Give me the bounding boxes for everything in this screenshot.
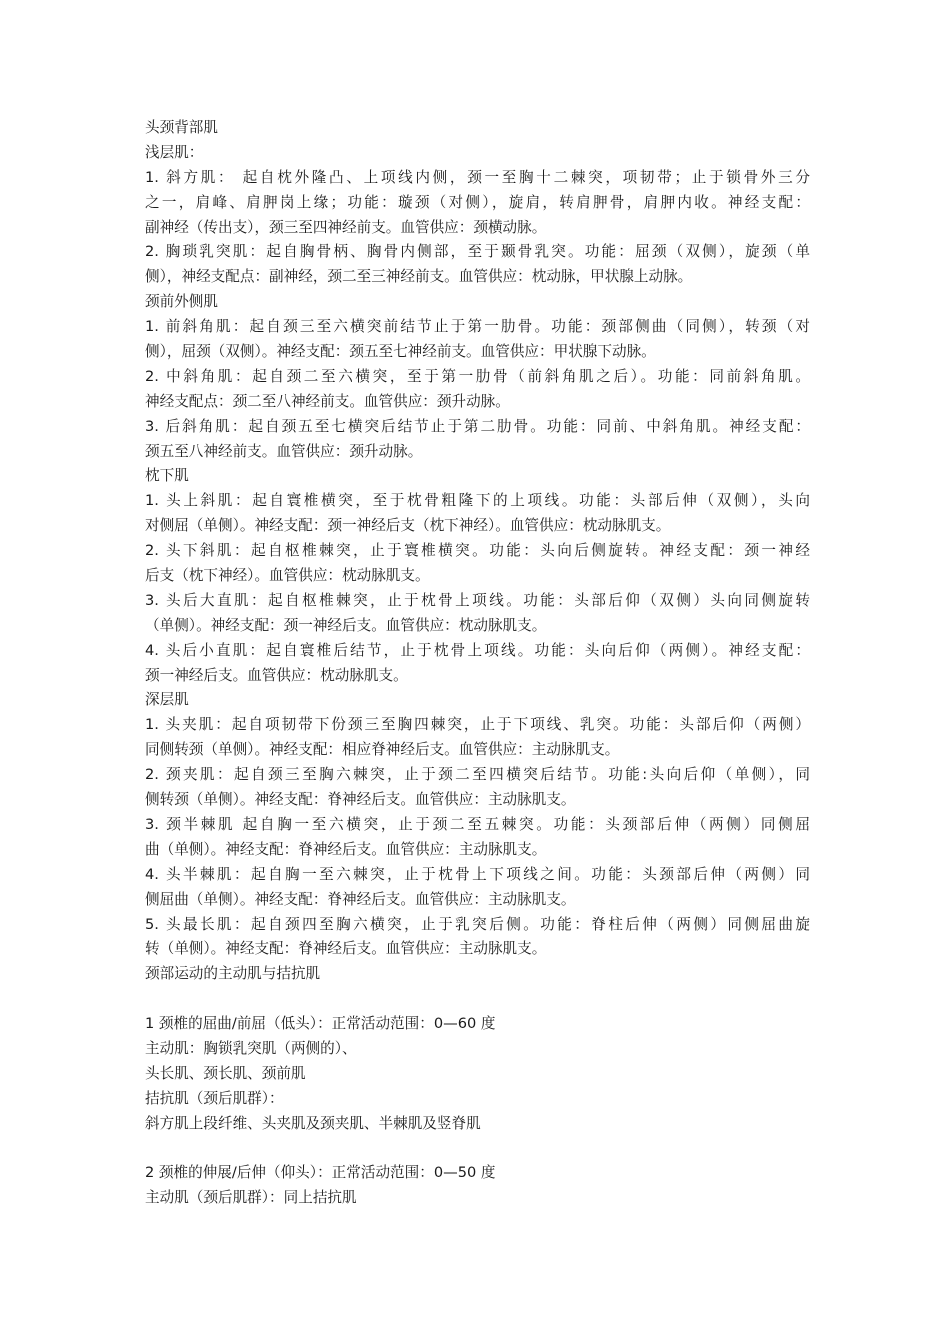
text-line: 后支（枕下神经）。血管供应：枕动脉肌支。 xyxy=(145,567,430,585)
text-line: 3. 后斜角肌：起自颈五至七横突后结节止于第二肋骨。功能：同前、中斜角肌。神经支配： xyxy=(145,417,810,435)
text-line: 枕下肌 xyxy=(145,467,189,485)
text-line: 2. 胸琐乳突肌：起自胸骨柄、胸骨内侧部，至于颞骨乳突。功能：屈颈（双侧），旋颈（单 xyxy=(145,243,810,261)
text-line: 主动肌：胸锁乳突肌（两侧的）、 xyxy=(145,1039,357,1057)
text-line: 同侧转颈（单侧）。神经支配：相应脊神经后支。血管供应：主动脉肌支。 xyxy=(145,741,620,759)
text-line: 侧），神经支配点：副神经，颈二至三神经前支。血管供应：枕动脉，甲状腺上动脉。 xyxy=(145,268,693,286)
text-line: 浅层肌： xyxy=(145,143,204,161)
text-line: 4. 头半棘肌：起自胸一至六棘突，止于枕骨上下项线之间。功能：头颈部后伸（两侧）同 xyxy=(145,865,810,883)
text-line: 头长肌、颈长肌、颈前肌 xyxy=(145,1064,306,1082)
blank-line xyxy=(145,1137,810,1162)
text-line: 头颈背部肌 xyxy=(145,119,218,136)
text-line: 颈一神经后支。血管供应：枕动脉肌支。 xyxy=(145,666,408,684)
text-line: 颈部运动的主动肌与拮抗肌 xyxy=(145,965,321,983)
text-line: 对侧屈（单侧）。神经支配：颈一神经后支（枕下神经）。血管供应：枕动脉肌支。 xyxy=(145,517,671,535)
text-line: 侧屈曲（单侧）。神经支配：脊神经后支。血管供应：主动脉肌支。 xyxy=(145,890,576,908)
text-line: 颈五至八神经前支。血管供应：颈升动脉。 xyxy=(145,442,423,460)
text-line: 侧），屈颈（双侧）。神经支配：颈五至七神经前支。血管供应：甲状腺下动脉。 xyxy=(145,343,656,361)
text-line: 转（单侧）。神经支配：脊神经后支。血管供应：主动脉肌支。 xyxy=(145,940,547,958)
text-line: 2. 颈夹肌：起自颈三至胸六棘突，止于颈二至四横突后结节。功能:头向后仰（单侧），同 xyxy=(145,766,810,784)
text-line: 4. 头后小直肌：起自寰椎后结节，止于枕骨上项线。功能：头向后仰（两侧）。神经支配： xyxy=(145,641,810,659)
text-line: 5. 头最长肌：起自颈四至胸六横突，止于乳突后侧。功能：脊柱后伸（两侧）同侧屈曲旋 xyxy=(145,915,810,933)
text-line: 神经支配点：颈二至八神经前支。血管供应：颈升动脉。 xyxy=(145,392,510,410)
text-line: 1. 斜方肌： 起自枕外隆凸、上项线内侧，颈一至胸十二棘突，项韧带；止于锁骨外三分 xyxy=(145,168,810,186)
document-body xyxy=(145,116,810,1211)
text-line: 2. 头下斜肌：起自枢椎棘突，止于寰椎横突。功能：头向后侧旋转。神经支配：颈一神经 xyxy=(145,542,810,560)
text-line: 2. 中斜角肌：起自颈二至六横突，至于第一肋骨（前斜角肌之后）。功能：同前斜角肌。 xyxy=(145,367,810,385)
text-line: 3. 头后大直肌：起自枢椎棘突，止于枕骨上项线。功能：头部后仰（双侧）头向同侧旋转 xyxy=(145,591,810,609)
text-line: 副神经（传出支），颈三至四神经前支。血管供应：颈横动脉。 xyxy=(145,218,547,236)
text-line: 3. 颈半棘肌 起自胸一至六横突，止于颈二至五棘突。功能：头颈部后伸（两侧）同侧屈 xyxy=(145,815,810,833)
text-line: 深层肌 xyxy=(145,691,189,709)
text-line: 2 颈椎的伸展/后伸（仰头）：正常活动范围：0—50 度 xyxy=(145,1164,496,1182)
blank-line xyxy=(145,987,810,1012)
text-line: 拮抗肌（颈后肌群）： xyxy=(145,1089,284,1107)
text-line: 主动肌（颈后肌群）：同上拮抗肌 xyxy=(145,1189,357,1207)
text-line: （单侧）。神经支配：颈一神经后支。血管供应：枕动脉肌支。 xyxy=(145,616,547,634)
text-line: 之一，肩峰、肩胛岗上缘；功能：璇颈（对侧），旋肩，转肩胛骨，肩胛内收。神经支配： xyxy=(145,193,810,211)
text-line: 1. 前斜角肌：起自颈三至六横突前结节止于第一肋骨。功能：颈部侧曲（同侧），转颈（对 xyxy=(145,318,810,336)
text-line: 斜方肌上段纤维、头夹肌及颈夹肌、半棘肌及竖脊肌 xyxy=(145,1114,481,1132)
text-line: 1. 头上斜肌：起自寰椎横突，至于枕骨粗隆下的上项线。功能：头部后伸（双侧），头向 xyxy=(145,492,810,510)
text-line: 颈前外侧肌 xyxy=(145,293,218,311)
text-line: 1 颈椎的屈曲/前屈（低头）：正常活动范围：0—60 度 xyxy=(145,1015,496,1033)
text-line: 侧转颈（单侧）。神经支配：脊神经后支。血管供应：主动脉肌支。 xyxy=(145,791,576,809)
text-line: 曲（单侧）。神经支配：脊神经后支。血管供应：主动脉肌支。 xyxy=(145,840,547,858)
text-line: 1. 头夹肌：起自项韧带下份颈三至胸四棘突，止于下项线、乳突。功能：头部后仰（两侧） xyxy=(145,716,810,734)
